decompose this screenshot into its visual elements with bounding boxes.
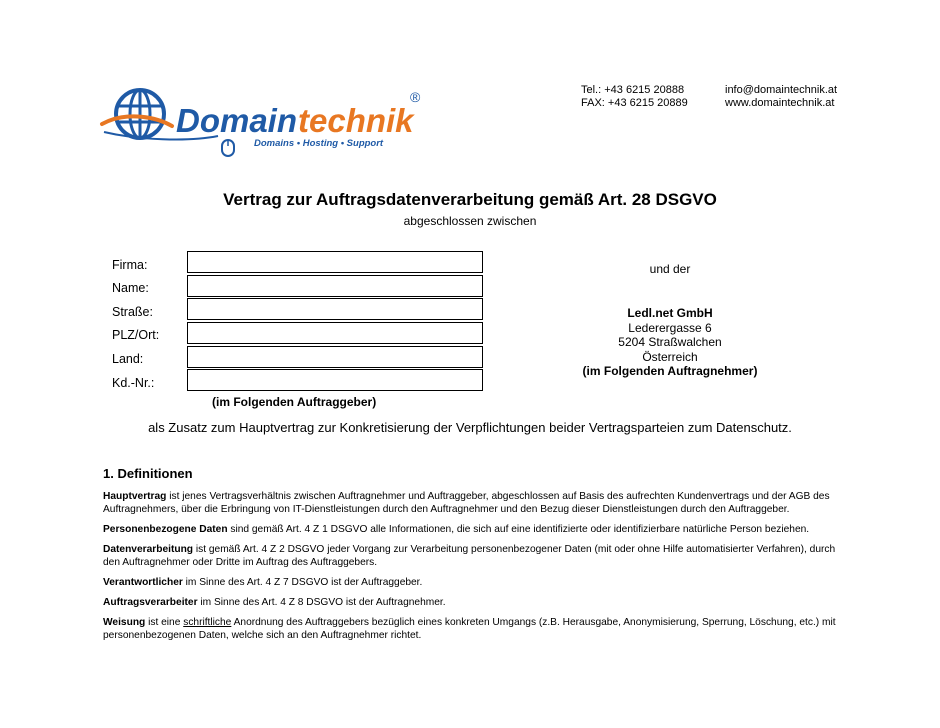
definition-verantwortlicher xyxy=(103,576,843,589)
contact-tel: Tel.: +43 6215 20888 xyxy=(581,84,685,96)
logo-brand-part2: technik xyxy=(298,102,414,139)
name-field[interactable] xyxy=(187,275,483,297)
contractor-name: Ledl.net GmbH xyxy=(627,306,713,320)
firma-field[interactable] xyxy=(187,251,483,273)
globe-icon xyxy=(116,90,164,138)
contractor-address xyxy=(560,306,780,379)
domaintechnik-logo xyxy=(98,80,428,162)
client-note: (im Folgenden Auftraggeber) xyxy=(212,395,377,409)
definition-term: Datenverarbeitung xyxy=(103,544,194,555)
contractor-city: 5204 Straßwalchen xyxy=(618,335,722,349)
contractor-note: (im Folgenden Auftragnehmer) xyxy=(582,364,758,378)
contractor-street: Lederergasse 6 xyxy=(628,320,712,335)
contact-web-block xyxy=(725,84,837,110)
kd-nr-field[interactable] xyxy=(187,369,483,391)
label-land: Land: xyxy=(112,352,144,366)
label-firma: Firma: xyxy=(112,258,148,272)
section-heading-definitions: 1. Definitionen xyxy=(103,466,193,481)
contractor-country: Österreich xyxy=(642,349,698,364)
definition-term: Verantwortlicher xyxy=(103,577,183,588)
logo-brand-part1: Domain xyxy=(176,102,298,139)
definitions-list xyxy=(103,490,843,649)
registered-mark: ® xyxy=(410,89,421,105)
addendum-text: als Zusatz zum Hauptvertrag zur Konkretisierung der Verpflichtungen beider Vertragsparteien zum Datenschutz. xyxy=(148,420,792,435)
definition-underlined: schriftliche xyxy=(183,617,232,628)
definition-datenverarbeitung xyxy=(103,543,843,569)
label-plz-ort: PLZ/Ort: xyxy=(112,328,160,342)
label-kd-nr: Kd.-Nr.: xyxy=(112,376,155,390)
contact-fax: FAX: +43 6215 20889 xyxy=(581,97,688,109)
document-title: Vertrag zur Auftragsdatenverarbeitung gemäß Art. 28 DSGVO xyxy=(223,190,717,209)
definition-term: Personenbezogene Daten xyxy=(103,524,228,535)
definition-text: ist gemäß Art. 4 Z 2 DSGVO jeder Vorgang zur Verarbeitung personenbezogener Daten (mit oder ohne Hilfe automatisierter Verfahren), durch den Auftragnehmer oder Dritte im Auftrag des Auftraggebers. xyxy=(103,544,836,568)
document-subtitle: abgeschlossen zwischen xyxy=(403,214,537,228)
mouse-icon xyxy=(222,140,234,156)
definition-weisung xyxy=(103,616,843,642)
definition-term: Weisung xyxy=(103,617,146,628)
definition-text: ist jenes Vertragsverhältnis zwischen Auftragnehmer und Auftraggeber, abgeschlossen auf Basis des aufrechten Kundenvertrags und der AGB des Auftragnehmers, über die Erbringung von IT-Dienstleistungen durch den Auftragnehmer und den Bezug dieser Dienstleistungen durch den Auftraggeber. xyxy=(103,491,830,515)
label-strasse: Straße: xyxy=(112,305,153,319)
definition-text: sind gemäß Art. 4 Z 1 DSGVO alle Informationen, die sich auf eine identifizierte oder identifizierbare natürliche Person beziehen. xyxy=(227,524,810,535)
strasse-field[interactable] xyxy=(187,298,483,320)
definition-text-pre: ist eine xyxy=(145,617,184,628)
definition-auftragsverarbeiter xyxy=(103,596,843,609)
contact-web: www.domaintechnik.at xyxy=(725,97,835,109)
contact-email: info@domaintechnik.at xyxy=(725,84,838,96)
definition-text: im Sinne des Art. 4 Z 7 DSGVO ist der Auftraggeber. xyxy=(182,577,423,588)
definition-text: im Sinne des Art. 4 Z 8 DSGVO ist der Auftragnehmer. xyxy=(197,597,446,608)
logo-tagline: Domains • Hosting • Support xyxy=(254,138,384,149)
definition-text-post: Anordnung des Auftraggebers bezüglich eines konkreten Umgangs (z.B. Herausgabe, Anonymisierung, Sperrung, Löschung, etc.) mit personenbezogenen Daten, welche sich an den Auftragnehmer richtet. xyxy=(103,617,836,641)
definition-personenbezogene-daten xyxy=(103,523,843,536)
und-der-label: und der xyxy=(649,262,691,276)
land-field[interactable] xyxy=(187,346,483,368)
definition-term: Auftragsverarbeiter xyxy=(103,597,198,608)
label-name: Name: xyxy=(112,281,149,295)
plz-ort-field[interactable] xyxy=(187,322,483,344)
contact-phone-block xyxy=(581,84,688,110)
definition-term: Hauptvertrag xyxy=(103,491,167,502)
definition-hauptvertrag xyxy=(103,490,843,516)
